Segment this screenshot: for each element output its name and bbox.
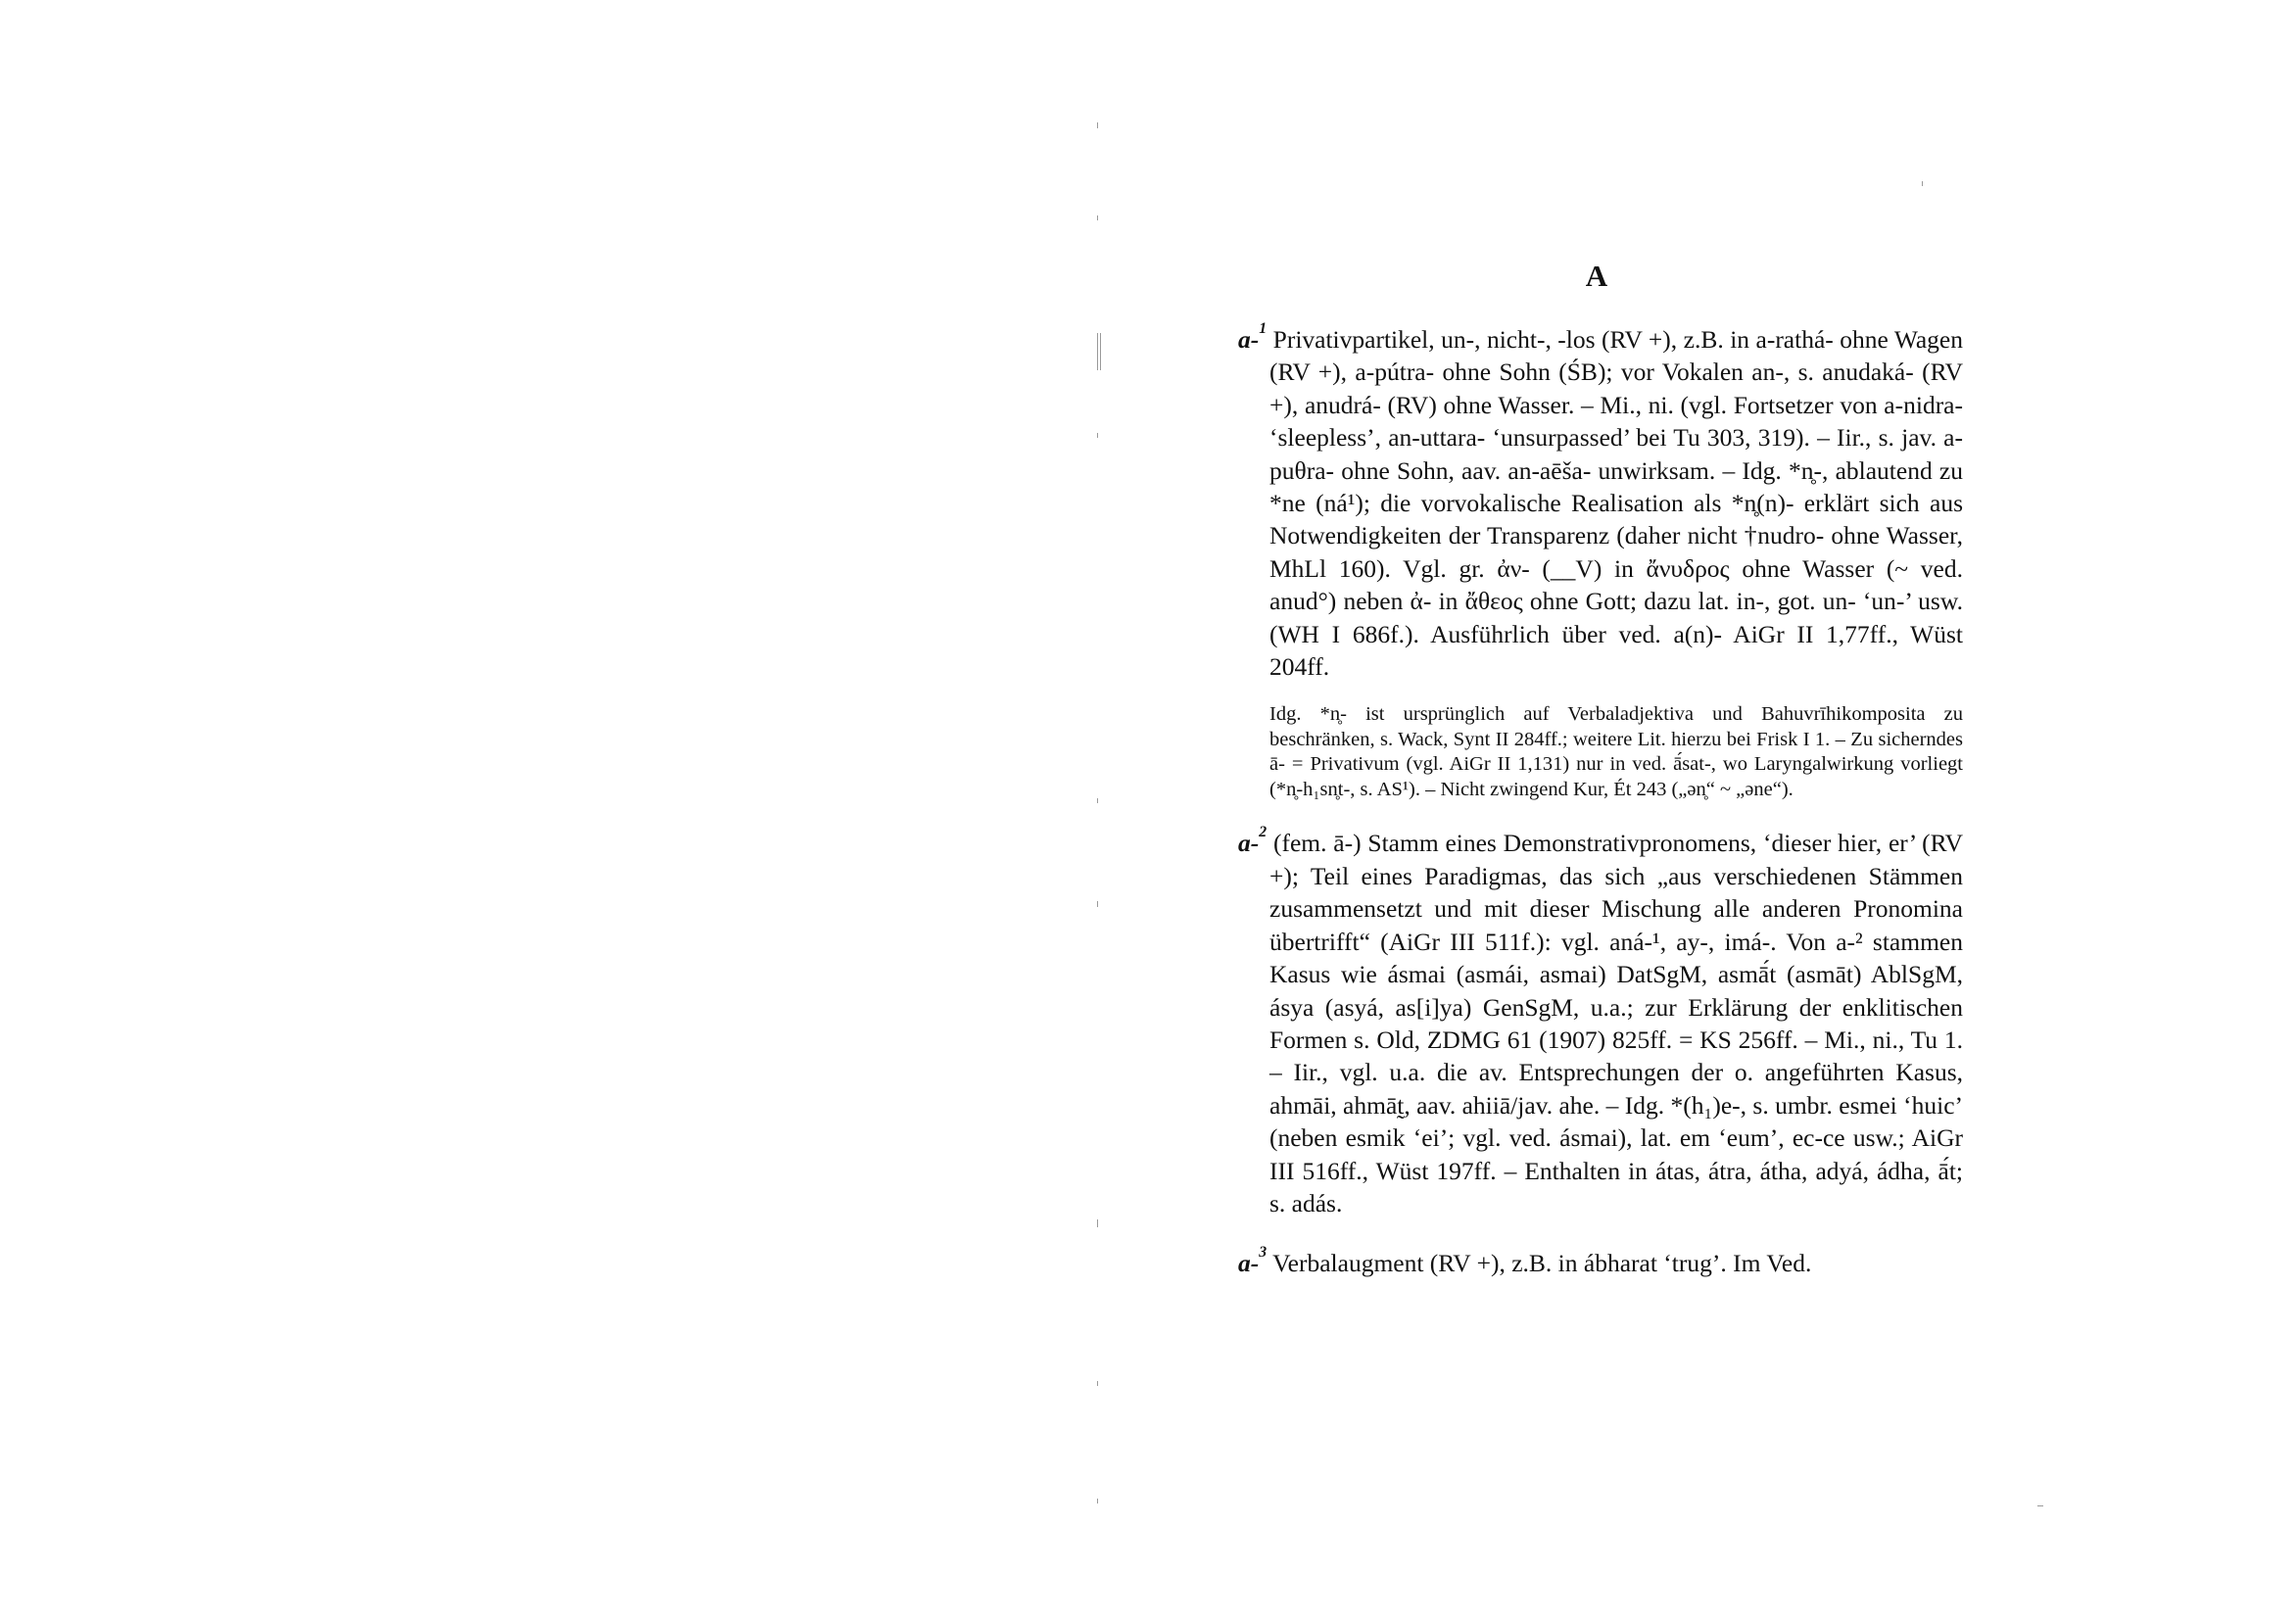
entry-text: (fem. ā-) Stamm eines Demonstrativpronomens, ‘dieser hier, er’ (RV +); Teil eines Paradigmas, das sich „aus verschiedenen Stämmen zusammensetzt und mit dieser Mischung alle anderen Pronomina übertrifft“ (AiGr III 511f.): vgl. aná-¹, ay-, imá-. Von a-² stammen Kasus wie ásmai (asmái, asmai) DatSgM, asmā́t (asmāt) AblSgM, ásya (asyá, as[i]ya) GenSgM, u.a.; zur Erklärung der enklitischen Formen s. Old, ZDMG 61 (1907) 825ff. = KS 256ff. – Mi., ni., Tu 1. – Iir., vgl. u.a. die av. Entsprechungen der o. angeführten Kasus, ahmāi, ahmāt̰, aav. ahiiā/jav. ahe. – Idg. *(h₁)e-, s. umbr. esmei ‘huic’ (neben esmik ‘ei’; vgl. ved. ásmai), lat. em ‘eum’, ec-ce usw.; AiGr III 516ff., Wüst 197ff. – Enthalten in átas, átra, átha, adyá, ádha, ā́t; s. adás. xyxy=(1269,829,1963,1217)
page-title: A xyxy=(1585,259,1608,293)
entry-text: Verbalaugment (RV +), z.B. in ábharat ‘trug’. Im Ved. xyxy=(1272,1249,1812,1278)
dictionary-entry-a1 xyxy=(1238,319,1963,683)
scan-fold-mark xyxy=(1100,333,1101,370)
entry-headword: a-$^3$ xyxy=(1238,1244,1268,1278)
scan-fold-mark xyxy=(1097,433,1098,438)
scan-fold-mark xyxy=(1097,798,1098,803)
scan-fold-mark xyxy=(1097,1381,1098,1386)
scan-fold-mark xyxy=(1097,122,1098,128)
scan-fold-mark xyxy=(1097,901,1098,907)
scan-fold-mark xyxy=(1097,1499,1098,1503)
dictionary-entry-a3 xyxy=(1238,1244,1963,1279)
entry-headword: a-$^2$ xyxy=(1238,824,1268,858)
scan-edge-mark xyxy=(2037,1505,2043,1506)
dictionary-entry-a2 xyxy=(1238,824,1963,1219)
entry-headword: a-$^1$ xyxy=(1238,319,1268,354)
scan-fold-mark xyxy=(1097,333,1098,370)
scan-fold-mark xyxy=(1097,1219,1098,1227)
scan-edge-mark xyxy=(1922,181,1923,186)
dictionary-column xyxy=(1238,319,1963,1280)
scan-fold-mark xyxy=(1097,215,1098,220)
dictionary-note: Idg. *n̥- ist ursprünglich auf Verbaladjektiva und Bahuvrīhikomposita zu beschränken, s. Wack, Synt II 284ff.; weitere Lit. hierzu bei Frisk I 1. – Zu sicherndes ā- = Privativum (vgl. AiGr II 1,131) nur in ved. ā́sat-, wo Laryngalwirkung vorliegt (*n̥-h₁sn̥t-, s. AS¹). – Nicht zwingend Kur, Ét 243 („ən̥“ ~ „əne“). xyxy=(1269,703,1963,800)
entry-text: Privativpartikel, un-, nicht-, -los (RV +), z.B. in a-rathá- ohne Wagen (RV +), a-pútra- ohne Sohn (ŚB); vor Vokalen an-, s. anudaká- (RV +), anudrá- (RV) ohne Wasser. – Mi., ni. (vgl. Fortsetzer von a-nidra- ‘sleepless’, an-uttara- ‘unsurpassed’ bei Tu 303, 319). – Iir., s. jav. a-puθra- ohne Sohn, aav. an-aēša- unwirksam. – Idg. *n̥-, ablautend zu *ne (ná¹); die vorvokalische Realisation als *n̥(n)- erklärt sich aus Notwendigkeiten der Transparenz (daher nicht †nudro- ohne Wasser, MhLl 160). Vgl. gr. ἀν- (__V) in ἄνυδρος ohne Wasser (~ ved. anud°) neben ἀ- in ἄθεος ohne Gott; dazu lat. in-, got. un- ‘un-’ usw. (WH I 686f.). Ausführlich über ved. a(n)- AiGr II 1,77ff., Wüst 204ff. xyxy=(1269,325,1963,682)
